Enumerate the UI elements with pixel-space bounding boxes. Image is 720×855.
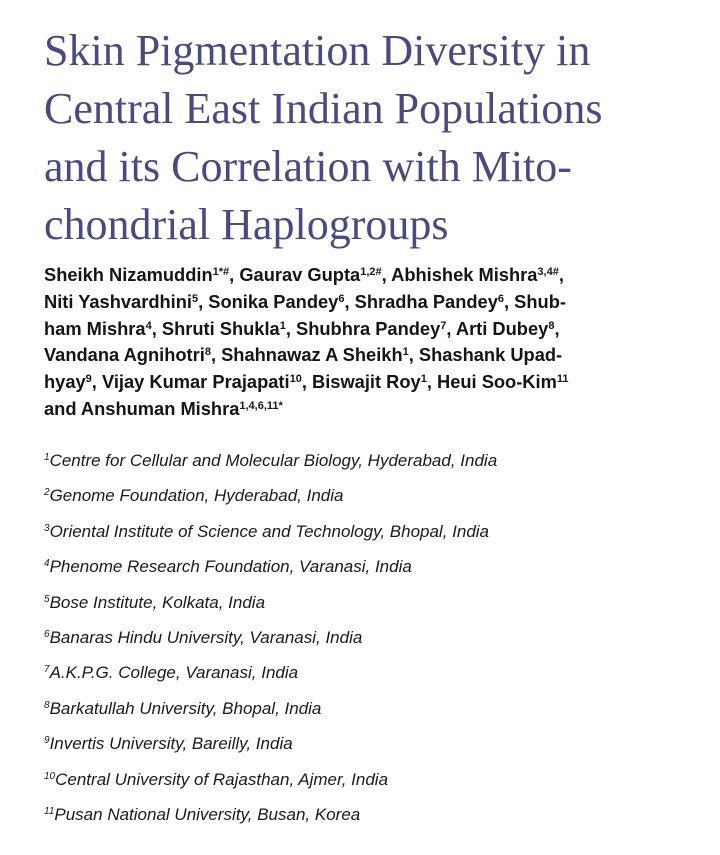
- author-affiliation-marker: 4: [145, 319, 152, 332]
- title-line: chondrial Haplogroups: [44, 200, 449, 249]
- affiliation-number: 5: [44, 593, 50, 605]
- author-name: , Gaurav Gupta: [229, 264, 361, 285]
- author-name: , Shubhra Pandey: [285, 317, 441, 339]
- author-line: [44, 262, 704, 289]
- affiliation-text: Phenome Research Foundation, Varanasi, India: [49, 557, 412, 577]
- author-name: Vandana Agnihotri: [44, 344, 205, 366]
- author-name: , Sonika Pandey: [198, 290, 339, 312]
- affiliation-text: Banaras Hindu University, Varanasi, India: [49, 628, 363, 648]
- affiliation-item: [44, 797, 704, 832]
- affiliation-number: 11: [44, 806, 55, 818]
- affiliation-item: [44, 478, 704, 513]
- affiliation-text: Barkatullah University, Bhopal, India: [49, 698, 322, 718]
- author-line: [44, 316, 704, 343]
- affiliation-text: Central University of Rajasthan, Ajmer, India: [55, 769, 389, 789]
- affiliation-text: Pusan National University, Busan, Korea: [54, 805, 361, 825]
- author-list: [44, 262, 704, 423]
- affiliation-text: Genome Foundation, Hyderabad, India: [49, 486, 344, 506]
- title-line: Central East Indian Populations: [44, 84, 603, 133]
- author-line: [44, 342, 704, 369]
- author-name: , Arti Dubey: [446, 317, 549, 339]
- author-affiliation-marker: 1: [279, 319, 286, 332]
- author-name: , Shradha Pandey: [344, 290, 498, 312]
- affiliation-item: [44, 549, 704, 584]
- author-name: ,: [558, 264, 564, 285]
- author-affiliation-marker: 6: [497, 292, 505, 305]
- author-name: Sheikh Nizamuddin: [44, 264, 213, 285]
- affiliation-text: A.K.P.G. College, Varanasi, India: [49, 663, 299, 683]
- title-line: and its Correlation with Mito-: [44, 142, 572, 191]
- affiliation-item: [44, 762, 704, 797]
- author-name: , Heui Soo-Kim: [426, 371, 557, 393]
- author-affiliation-marker: 3,4#: [537, 266, 559, 278]
- affiliation-number: 1: [44, 452, 50, 463]
- author-affiliation-marker: 1: [420, 373, 427, 386]
- affiliation-item: [44, 585, 704, 620]
- affiliation-number: 3: [44, 522, 50, 534]
- affiliation-number: 9: [44, 735, 50, 747]
- affiliation-item: [44, 443, 704, 478]
- author-name: , Shruti Shukla: [151, 317, 280, 339]
- paper-title: [44, 22, 694, 254]
- author-name: ham Mishra: [44, 317, 146, 339]
- author-line: [44, 396, 704, 423]
- affiliation-number: 7: [44, 664, 50, 676]
- author-affiliation-marker: 9: [85, 373, 92, 386]
- author-name: Niti Yashvardhini: [44, 290, 192, 312]
- author-affiliation-marker: 11: [556, 373, 569, 386]
- affiliation-item: [44, 620, 704, 655]
- author-affiliation-marker: 8: [204, 346, 211, 359]
- author-affiliation-marker: 1,4,6,11*: [239, 399, 283, 412]
- author-name: , Shashank Upad-: [408, 344, 563, 366]
- affiliation-item: [44, 691, 704, 726]
- affiliation-text: Centre for Cellular and Molecular Biology, Hyderabad, India: [49, 451, 498, 470]
- author-affiliation-marker: 1: [402, 346, 409, 359]
- affiliation-number: 10: [44, 770, 56, 782]
- affiliation-text: Oriental Institute of Science and Technology, Bhopal, India: [49, 521, 490, 541]
- author-name: , Biswajit Roy: [301, 371, 421, 393]
- affiliation-text: Invertis University, Bareilly, India: [49, 734, 293, 754]
- author-line: [44, 369, 704, 396]
- affiliation-number: 6: [44, 629, 50, 641]
- author-name: , Vijay Kumar Prajapati: [91, 371, 290, 393]
- author-affiliation-marker: 5: [192, 292, 199, 305]
- author-affiliation-marker: 10: [289, 373, 302, 386]
- affiliation-number: 4: [44, 558, 50, 570]
- affiliation-number: 8: [44, 699, 50, 711]
- author-affiliation-marker: 1*#: [212, 266, 230, 278]
- affiliation-list: [44, 443, 704, 832]
- author-line: [44, 289, 704, 316]
- author-name: hyay: [44, 371, 86, 393]
- author-affiliation-marker: 8: [548, 319, 555, 332]
- author-affiliation-marker: 1,2#: [360, 266, 382, 278]
- affiliation-item: [44, 726, 704, 761]
- author-name: and Anshuman Mishra: [44, 397, 240, 419]
- author-name: , Shahnawaz A Sheikh: [210, 344, 403, 366]
- author-name: , Abhishek Mishra: [381, 264, 538, 285]
- author-affiliation-marker: 7: [440, 319, 447, 332]
- affiliation-item: [44, 514, 704, 549]
- author-name: ,: [554, 317, 560, 339]
- author-affiliation-marker: 6: [338, 292, 345, 305]
- affiliation-item: [44, 655, 704, 690]
- author-name: , Shub-: [504, 290, 566, 312]
- title-line: Skin Pigmentation Diversity in: [44, 26, 591, 75]
- affiliation-number: 2: [44, 487, 50, 499]
- affiliation-text: Bose Institute, Kolkata, India: [49, 592, 266, 612]
